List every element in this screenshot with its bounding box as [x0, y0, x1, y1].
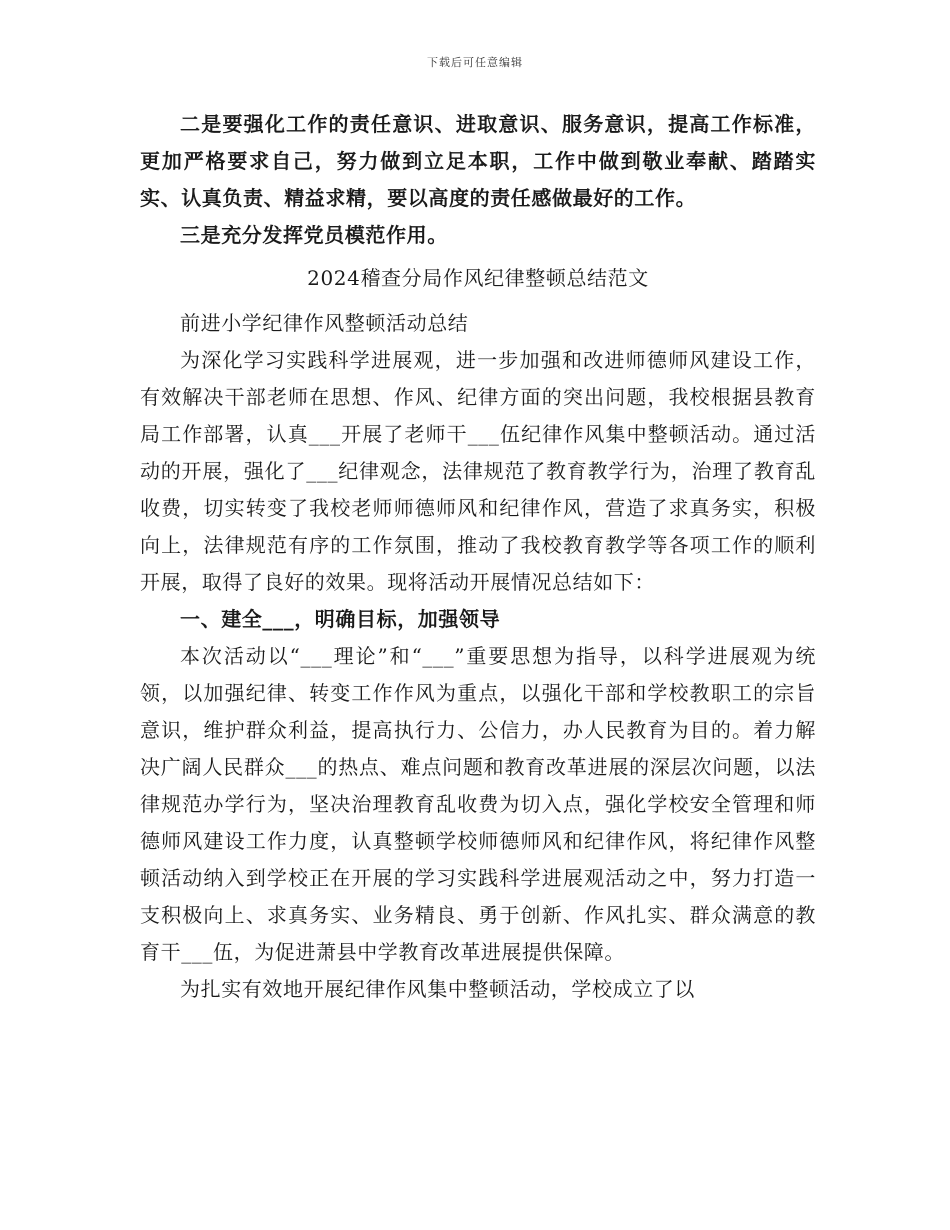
document-body — [140, 106, 816, 1008]
paragraph-party-role: 三是充分发挥党员模范作用。 — [180, 223, 448, 247]
document-title: 2024稽查分局作风纪律整顿总结范文 — [307, 266, 649, 290]
paragraph-subtitle: 前进小学纪律作风整顿活动总结 — [180, 311, 469, 335]
page-header-note: 下载后可任意编辑 — [427, 56, 523, 69]
paragraph-intro: 为深化学习实践科学进展观，进一步加强和改进师德师风建设工作，有效解决干部老师在思想、作风、纪律方面的突出问题，我校根据县教育局工作部署，认真___开展了老师干___伍纪律作风集中整顿活动。通过活动的开展，强化了___纪律观念，法律规范了教育教学行为，治理了教育乱收费，切实转变了我校老师师德师风和纪律作风，营造了求真务实，积极向上，法律规范有序的工作氛围，推动了我校教育教学等各项工作的顺利开展，取得了良好的效果。现将活动开展情况总结如下： — [140, 348, 816, 594]
paragraph-responsibility: 二是要强化工作的责任意识、进取意识、服务意识，提高工作标准，更加严格要求自己，努力做到立足本职，工作中做到敬业奉献、踏踏实实、认真负责、精益求精，要以高度的责任感做最好的工作。 — [140, 112, 816, 210]
paragraph-organization: 为扎实有效地开展纪律作风集中整顿活动，学校成立了以 — [180, 977, 695, 1001]
paragraph-guidance: 本次活动以“___理论”和“___”重要思想为指导，以科学进展观为统领，以加强纪律、转变工作作风为重点，以强化干部和学校教职工的宗旨意识，维护群众利益，提高执行力、公信力，办人民教育为目的。着力解决广阔人民群众___的热点、难点问题和教育改革进展的深层次问题，以法律规范办学行为，坚决治理教育乱收费为切入点，强化学校安全管理和师德师风建设工作力度，认真整顿学校师德师风和纪律作风，将纪律作风整顿活动纳入到学校正在开展的学习实践科学进展观活动之中，努力打造一支积极向上、求真务实、业务精良、勇于创新、作风扎实、群众满意的教育干___伍，为促进萧县中学教育改革进展提供保障。 — [140, 644, 816, 964]
section-heading-1: 一、建全___，明确目标，加强领导 — [180, 607, 501, 631]
